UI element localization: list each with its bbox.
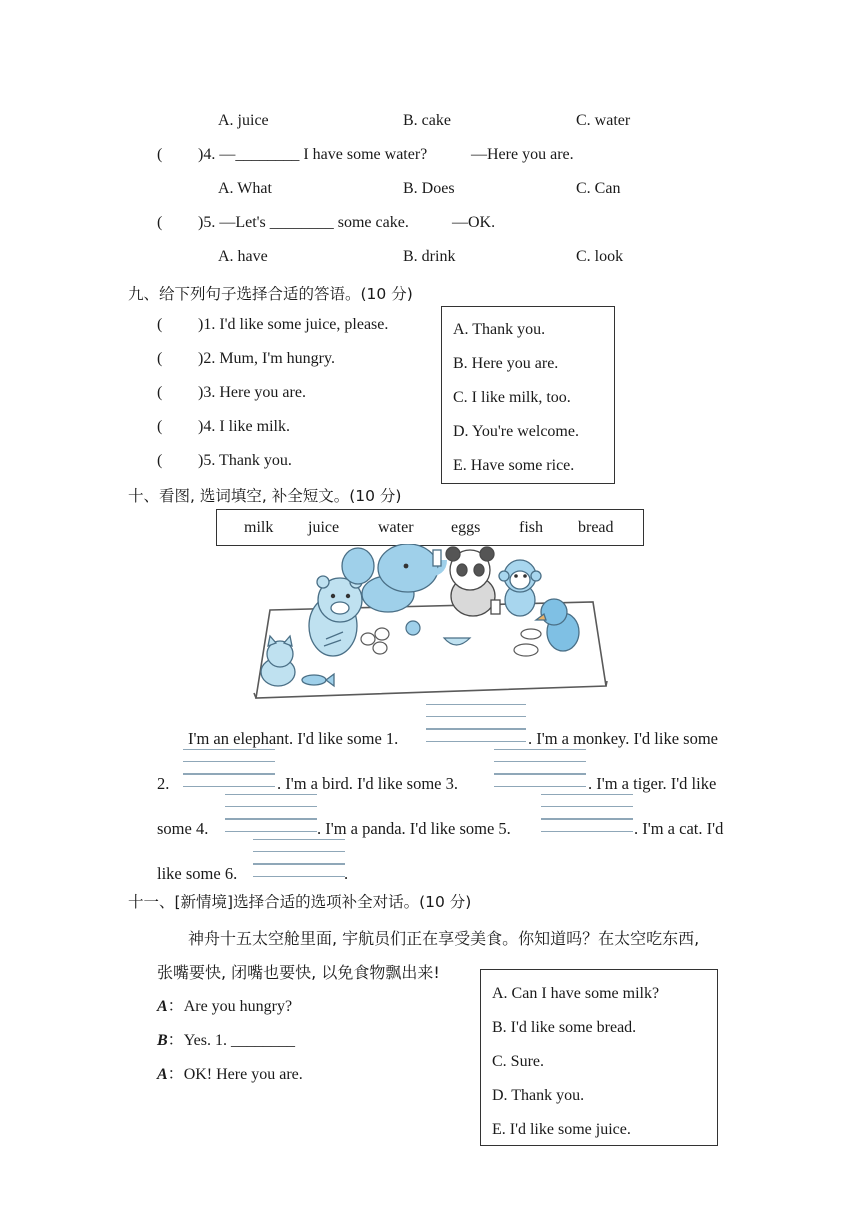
dialogue-line-3	[157, 1061, 303, 1084]
q5-paren: (	[157, 214, 163, 231]
dialogue-text: Yes. 1. ________	[183, 1032, 295, 1049]
s11-option-c: C. Sure.	[492, 1053, 544, 1070]
dialogue-line-2	[157, 1027, 295, 1050]
q5-option-b: B. drink	[403, 248, 456, 265]
q5-option-c: C. look	[576, 248, 624, 265]
s9-q3-text: )3. Here you are.	[198, 384, 306, 401]
word-juice: juice	[308, 519, 340, 536]
q5-reply: —OK.	[452, 214, 496, 231]
speaker-b: B	[157, 1032, 168, 1049]
s9-answer-d: D. You're welcome.	[453, 423, 579, 440]
word-bread: bread	[578, 519, 614, 536]
passage-line4-a: like some 6.	[157, 864, 238, 883]
word-water: water	[378, 519, 414, 536]
passage-line2-c: . I'm a tiger. I'd like	[588, 774, 717, 793]
section10-title: 十、看图, 选词填空, 补全短文。(10 分)	[128, 487, 402, 505]
speaker-a: A	[157, 1066, 168, 1083]
s11-option-box	[480, 969, 718, 1146]
section11-intro-2: 张嘴要快, 闭嘴也要快, 以免食物飘出来!	[157, 963, 440, 982]
passage-line3-a: some 4.	[157, 819, 209, 838]
q5-text: )5. —Let's ________ some cake.	[198, 214, 409, 231]
passage-line3-c: . I'm a cat. I'd	[634, 819, 724, 838]
s9-q4-text: )4. I like milk.	[198, 418, 290, 435]
q4-paren: (	[157, 146, 163, 163]
s9-answer-e: E. Have some rice.	[453, 457, 575, 474]
section11-title: 十一、[新情境]选择合适的选项补全对话。(10 分)	[128, 893, 472, 911]
q4-option-c: C. Can	[576, 180, 621, 197]
section9-title: 九、给下列句子选择合适的答语。(10 分)	[128, 285, 413, 303]
dialogue-line-1	[157, 993, 292, 1016]
q4-reply: —Here you are.	[471, 146, 574, 163]
s9-answer-b: B. Here you are.	[453, 355, 559, 372]
dialogue-text: Are you hungry?	[183, 998, 293, 1015]
passage-line4-b: .	[344, 864, 349, 883]
s11-option-e: E. I'd like some juice.	[492, 1121, 631, 1138]
q4-text: )4. —________ I have some water?	[198, 146, 428, 163]
s9-answer-c: C. I like milk, too.	[453, 389, 571, 406]
s9-q5-text: )5. Thank you.	[198, 452, 292, 469]
word-milk: milk	[244, 519, 274, 536]
s9-q1-text: )1. I'd like some juice, please.	[198, 316, 389, 333]
s9-q4-paren: (	[157, 418, 163, 435]
passage-line2-b: . I'm a bird. I'd like some 3.	[277, 774, 458, 793]
q3-option-b: B. cake	[403, 112, 451, 129]
speaker-colon: ：	[167, 1066, 184, 1083]
s9-q3-paren: (	[157, 384, 163, 401]
dialogue-text: OK! Here you are.	[183, 1066, 303, 1083]
word-bank	[216, 509, 644, 546]
s9-q1-paren: (	[157, 316, 163, 333]
speaker-a: A	[157, 998, 168, 1015]
s9-q2-text: )2. Mum, I'm hungry.	[198, 350, 335, 367]
passage-line3-b: . I'm a panda. I'd like some 5.	[317, 819, 511, 838]
picnic-illustration	[248, 544, 608, 702]
word-eggs: eggs	[451, 519, 481, 536]
q5-option-a: A. have	[218, 248, 268, 265]
section11-intro-1: 神舟十五太空舱里面, 宇航员们正在享受美食。你知道吗？在太空吃东西,	[188, 929, 700, 948]
s9-answer-box	[441, 306, 615, 484]
speaker-colon: ：	[167, 998, 184, 1015]
passage-line1-b: . I'm a monkey. I'd like some	[528, 729, 718, 748]
passage-line2-a: 2.	[157, 774, 170, 793]
s11-option-a: A. Can I have some milk?	[492, 985, 660, 1002]
s9-answer-a: A. Thank you.	[453, 321, 546, 338]
s11-option-d: D. Thank you.	[492, 1087, 585, 1104]
passage-line1-a: I'm an elephant. I'd like some 1.	[188, 729, 399, 748]
s11-option-b: B. I'd like some bread.	[492, 1019, 637, 1036]
s9-q5-paren: (	[157, 452, 163, 469]
s9-q2-paren: (	[157, 350, 163, 367]
q4-option-b: B. Does	[403, 180, 455, 197]
q4-option-a: A. What	[218, 180, 272, 197]
q3-option-c: C. water	[576, 112, 631, 129]
q3-option-a: A. juice	[218, 112, 269, 129]
speaker-colon: ：	[167, 1032, 184, 1049]
word-fish: fish	[519, 519, 543, 536]
